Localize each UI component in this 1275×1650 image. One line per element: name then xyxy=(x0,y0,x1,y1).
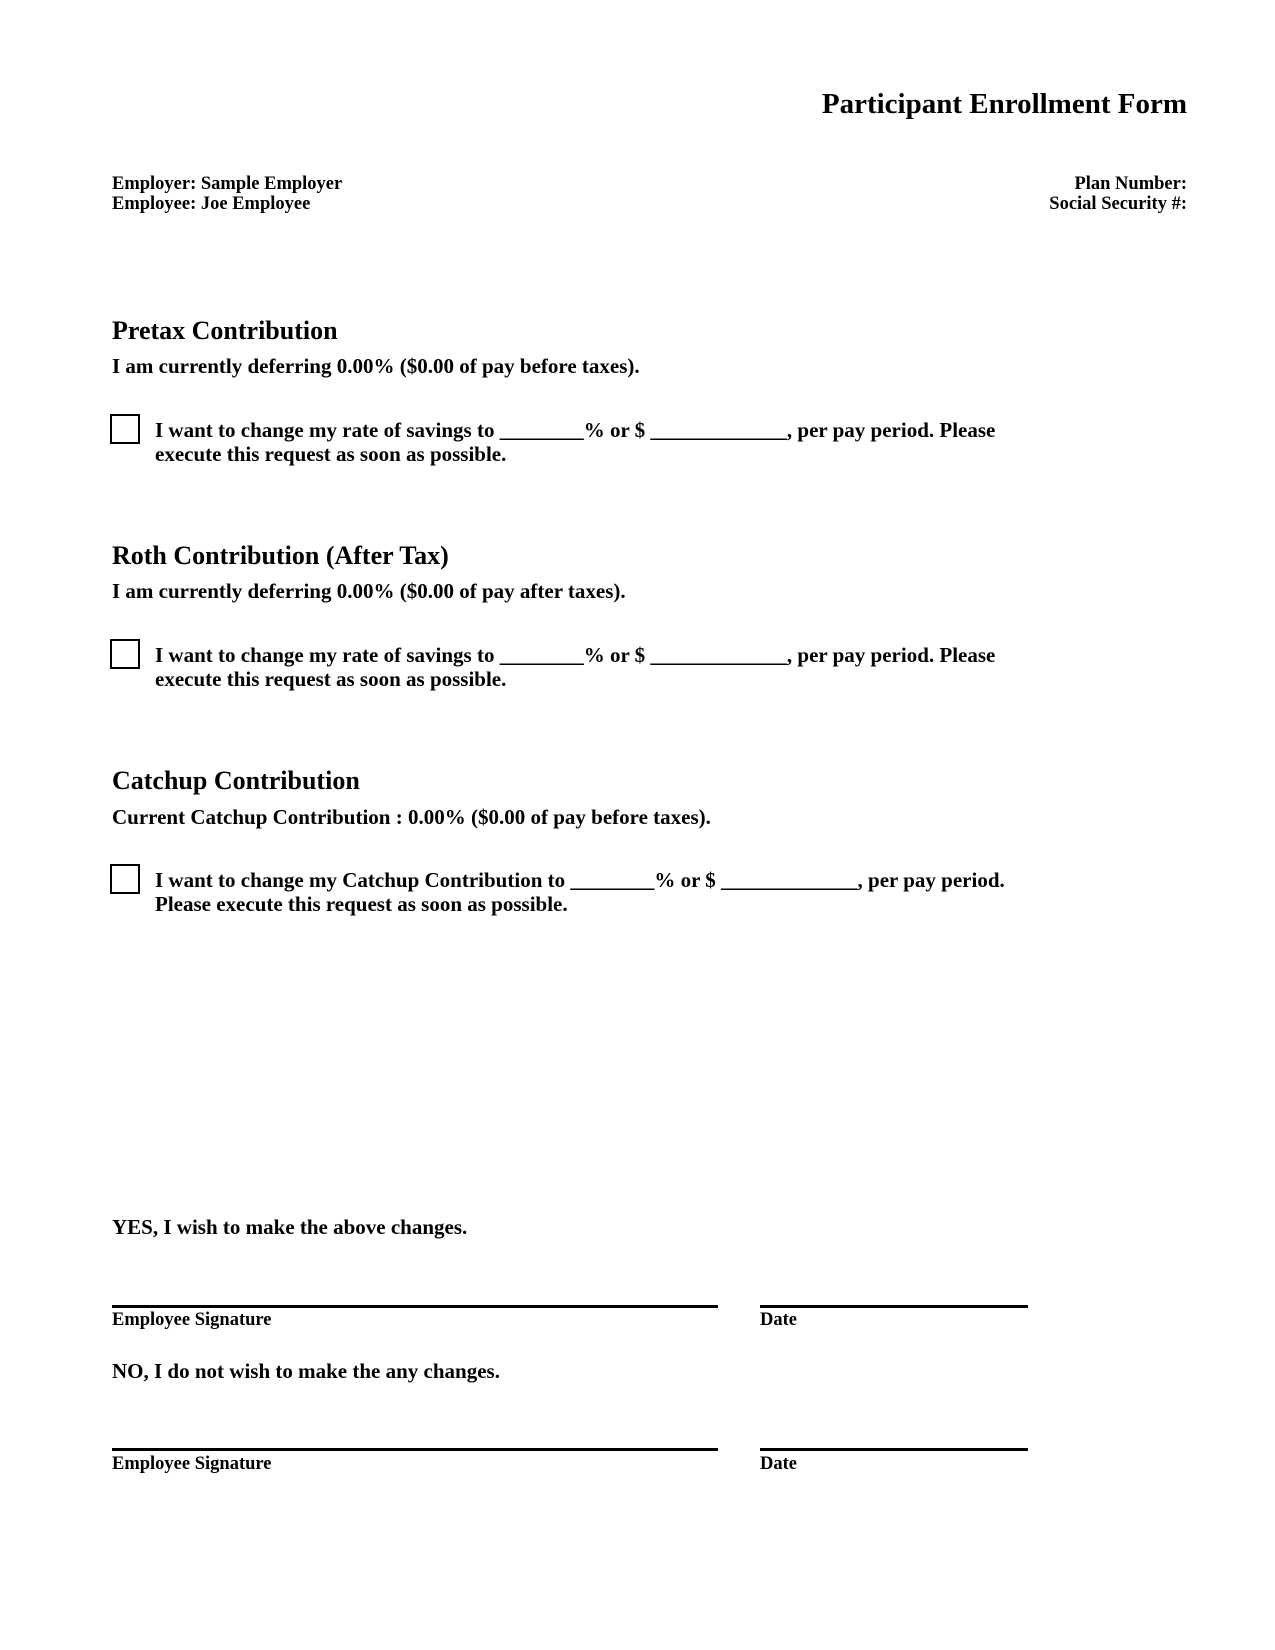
pretax-change-checkbox[interactable] xyxy=(110,414,140,444)
yes-consent-text: YES, I wish to make the above changes. xyxy=(112,1215,468,1239)
form-title: Participant Enrollment Form xyxy=(821,88,1187,120)
catchup-change-text xyxy=(155,868,1215,916)
no-consent-text: NO, I do not wish to make the any changes. xyxy=(112,1359,500,1383)
no-signature-label: Employee Signature xyxy=(112,1454,272,1474)
employee-field: Employee: Joe Employee xyxy=(112,194,311,214)
no-date-line[interactable] xyxy=(760,1448,1028,1451)
pretax-change-line-1: I want to change my rate of savings to ________% or $ _____________, per pay period. Please xyxy=(155,418,996,442)
roth-change-line-2: execute this request as soon as possible. xyxy=(155,667,507,691)
catchup-change-line-2: Please execute this request as soon as possible. xyxy=(155,892,568,916)
catchup-change-checkbox[interactable] xyxy=(110,864,140,894)
yes-signature-label: Employee Signature xyxy=(112,1310,272,1330)
roth-change-text xyxy=(155,643,1215,691)
roth-current-deferral: I am currently deferring 0.00% ($0.00 of pay after taxes). xyxy=(112,579,626,603)
roth-change-checkbox[interactable] xyxy=(110,639,140,669)
employer-field: Employer: Sample Employer xyxy=(112,174,343,194)
no-signature-line[interactable] xyxy=(112,1448,718,1451)
header-right xyxy=(1049,174,1187,214)
no-date-label: Date xyxy=(760,1454,797,1474)
ssn-field: Social Security #: xyxy=(1049,194,1187,214)
pretax-section-title: Pretax Contribution xyxy=(112,316,338,345)
header-left xyxy=(112,174,342,214)
catchup-current-contribution: Current Catchup Contribution : 0.00% ($0.00 of pay before taxes). xyxy=(112,805,711,829)
pretax-current-deferral: I am currently deferring 0.00% ($0.00 of pay before taxes). xyxy=(112,354,640,378)
pretax-change-text xyxy=(155,418,1215,466)
pretax-change-line-2: execute this request as soon as possible. xyxy=(155,442,507,466)
yes-signature-line[interactable] xyxy=(112,1305,718,1308)
catchup-change-line-1: I want to change my Catchup Contribution to ________% or $ _____________, per pay period. xyxy=(155,868,1005,892)
yes-date-line[interactable] xyxy=(760,1305,1028,1308)
roth-change-line-1: I want to change my rate of savings to ________% or $ _____________, per pay period. Please xyxy=(155,643,996,667)
roth-section-title: Roth Contribution (After Tax) xyxy=(112,541,449,570)
yes-date-label: Date xyxy=(760,1310,797,1330)
catchup-section-title: Catchup Contribution xyxy=(112,766,360,795)
plan-number-field: Plan Number: xyxy=(1074,174,1187,194)
